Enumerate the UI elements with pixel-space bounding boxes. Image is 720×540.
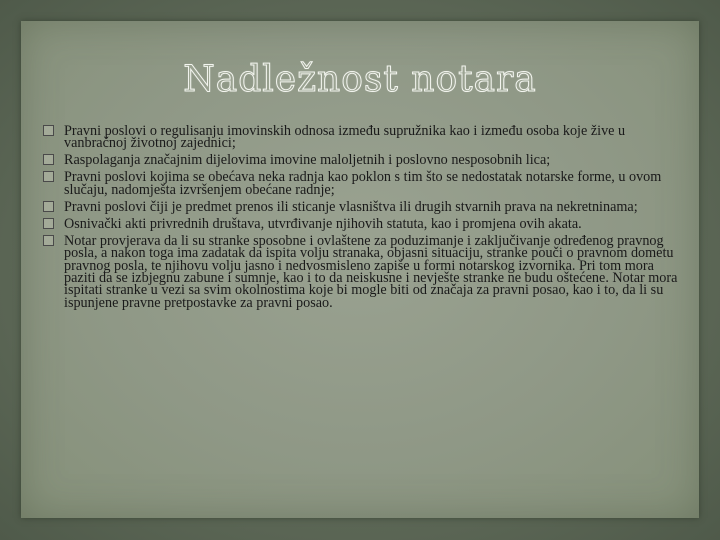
bullet-item-5 xyxy=(43,215,683,232)
slide-title: Nadležnost notara xyxy=(183,59,537,100)
bullet-text: Raspolaganja značajnim dijelovima imovine maloljetnih i poslovno nesposobnih lica; xyxy=(64,152,551,169)
bullet-square-icon xyxy=(43,154,54,165)
bullet-item-4 xyxy=(43,198,683,215)
bullet-text: Pravni poslovi čiji je predmet prenos ili sticanje vlasništva ili drugih stvarnih prava na nekretninama; xyxy=(64,198,638,215)
bullet-square-icon xyxy=(43,201,54,212)
bullet-text: Osnivački akti privrednih društava, utvrđivanje njihovih statuta, kao i promjena ovih akata. xyxy=(64,215,582,232)
bullet-square-icon xyxy=(43,171,54,182)
bullet-list xyxy=(43,125,683,314)
bullet-item-3 xyxy=(43,171,683,196)
bullet-text: Notar provjerava da li su stranke sposobne i ovlaštene za poduzimanje i zaključivanje određenog pravnog posla, a nakon toga ima zadatak da ispita volju stranaka, objasni situaciju, stranke pouči o pravnom dometu pravnog posla, te njihovu volju jasno i nedvosmisleno zapiše u formi notarskog izvornika. Pri tom mora paziti da se izbjegnu zabune i sumnje, kao i to da neiskusne i nevješte stranke ne budu oštećene. Notar mora ispitati stranke u vezi sa svim okolnostima koje bi mogle biti od značaja za pravni posao, kao i to, da li su ispunjene pravne pretpostavke za pravni posao. xyxy=(64,232,678,311)
bullet-square-icon xyxy=(43,235,54,246)
bullet-text: Pravni poslovi kojima se obećava neka radnja kao poklon s tim što se nedostatak notarske forme, u ovom slučaju, nadomješta izvršenjem obećane radnje; xyxy=(64,169,662,198)
bullet-item-1 xyxy=(43,125,683,150)
bullet-square-icon xyxy=(43,125,54,136)
bullet-square-icon xyxy=(43,218,54,229)
slide-panel xyxy=(21,21,699,518)
bullet-item-6 xyxy=(43,232,683,311)
bullet-item-2 xyxy=(43,152,683,169)
bullet-text: Pravni poslovi o regulisanju imovinskih odnosa između supružnika kao i između osoba koje žive u vanbračnoj životnoj zajednici; xyxy=(64,123,626,152)
